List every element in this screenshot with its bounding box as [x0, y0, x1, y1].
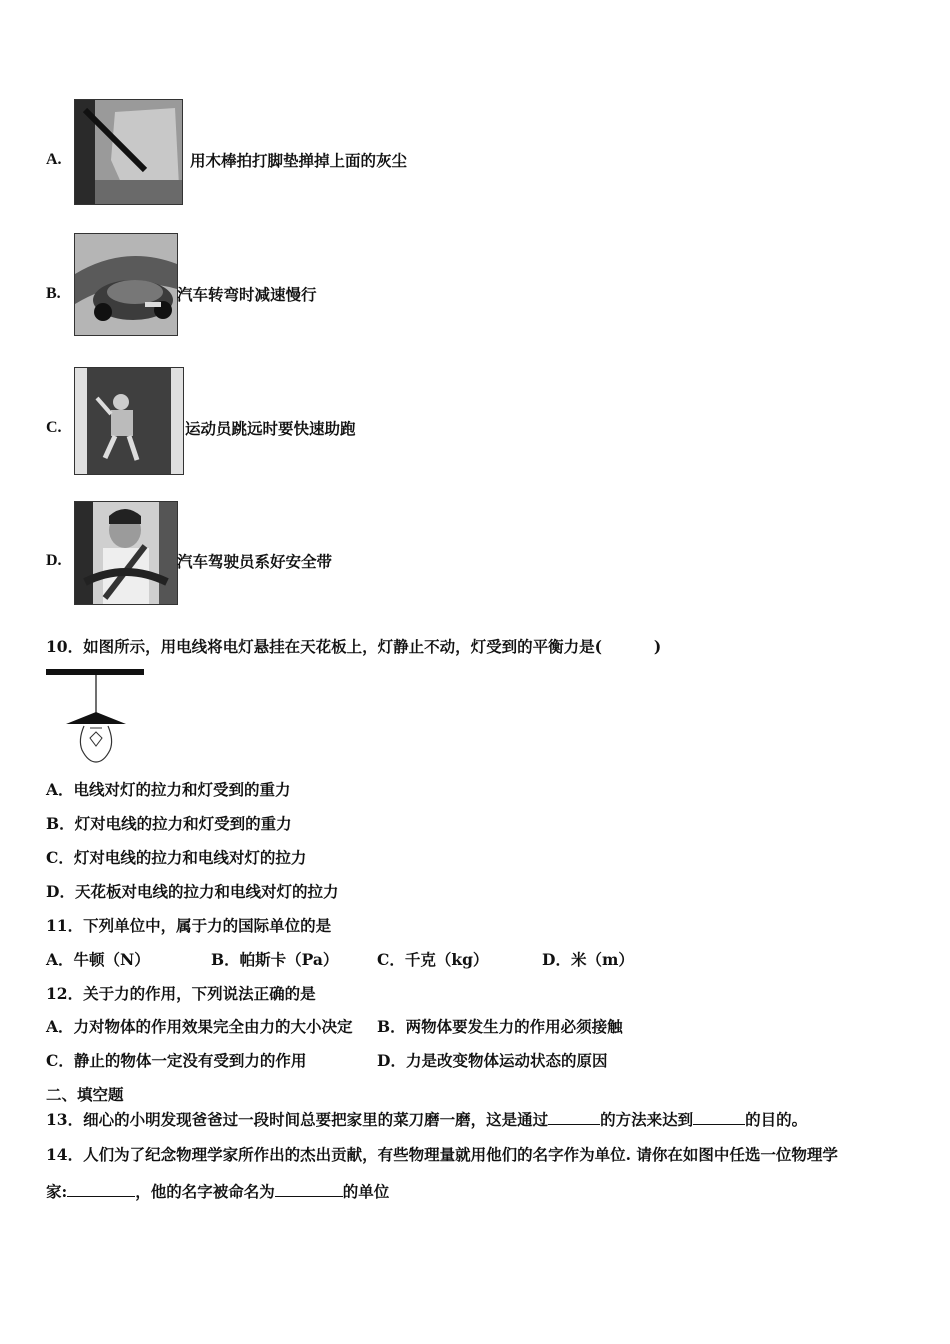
photo-car-turning: [74, 233, 178, 336]
photo-beating-doormat: [74, 99, 183, 205]
q12-option-a: A．力对物体的作用效果完全由力的大小决定: [46, 1017, 353, 1036]
option-text: 运动员跳远时要快速助跑: [185, 419, 356, 438]
q10-option-b: B．灯对电线的拉力和灯受到的重力: [46, 814, 292, 833]
option-text: 汽车转弯时减速慢行: [177, 285, 317, 304]
option-letter: C.: [46, 419, 62, 436]
q10-option-c: C．灯对电线的拉力和电线对灯的拉力: [46, 848, 307, 867]
section-title: 二、填空题: [46, 1085, 124, 1104]
answer-blank[interactable]: [693, 1110, 745, 1125]
photo-driver-seatbelt: [74, 501, 178, 605]
q14-text-1: 家:: [46, 1182, 68, 1201]
q11-option-b: B．帕斯卡（Pa）: [211, 950, 339, 969]
q10-option-a: A．电线对灯的拉力和灯受到的重力: [46, 780, 291, 799]
question-12-stem: 12．关于力的作用，下列说法正确的是: [46, 984, 316, 1003]
q12-option-b: B．两物体要发生力的作用必须接触: [377, 1017, 623, 1036]
q11-option-d: D．米（m）: [542, 950, 634, 969]
option-text: 汽车驾驶员系好安全带: [177, 552, 333, 571]
q13-text-2: 的方法来达到: [600, 1110, 694, 1129]
question-stem-close: ): [653, 637, 662, 656]
option-letter: A.: [46, 151, 62, 168]
answer-blank[interactable]: [67, 1182, 135, 1197]
option-text: 用木棒拍打脚垫掸掉上面的灰尘: [190, 151, 408, 170]
q14-text-2: ，他的名字被命名为: [135, 1182, 275, 1201]
question-10-stem: [46, 637, 661, 657]
question-14-line2: [46, 1182, 389, 1202]
question-stem-text: 10．如图所示，用电线将电灯悬挂在天花板上，灯静止不动，灯受到的平衡力是(: [46, 637, 602, 656]
hanging-lamp-figure: [46, 668, 146, 768]
photo-long-jump: [74, 367, 184, 475]
q13-text-1: 13．细心的小明发现爸爸过一段时间总要把家里的菜刀磨一磨，这是通过: [46, 1110, 549, 1129]
q10-option-d: D．天花板对电线的拉力和电线对灯的拉力: [46, 882, 339, 901]
q14-text-3: 的单位: [342, 1182, 390, 1201]
q12-option-d: D．力是改变物体运动状态的原因: [377, 1051, 608, 1070]
q11-option-a: A．牛顿（N）: [46, 950, 150, 969]
question-13: [46, 1110, 807, 1130]
option-letter: B.: [46, 285, 61, 302]
question-11-stem: 11．下列单位中，属于力的国际单位的是: [46, 916, 332, 935]
q11-option-c: C．千克（kg）: [377, 950, 489, 969]
q13-text-3: 的目的。: [745, 1110, 808, 1129]
answer-blank[interactable]: [275, 1182, 343, 1197]
option-letter: D.: [46, 552, 62, 569]
lampshade: [66, 712, 126, 724]
question-14-line1: 14．人们为了纪念物理学家所作出的杰出贡献，有些物理量就用他们的名字作为单位. 请你在如图中任选一位物理学: [46, 1145, 838, 1164]
q12-option-c: C．静止的物体一定没有受到力的作用: [46, 1051, 307, 1070]
ceiling-bar: [46, 669, 144, 675]
answer-blank[interactable]: [548, 1110, 600, 1125]
